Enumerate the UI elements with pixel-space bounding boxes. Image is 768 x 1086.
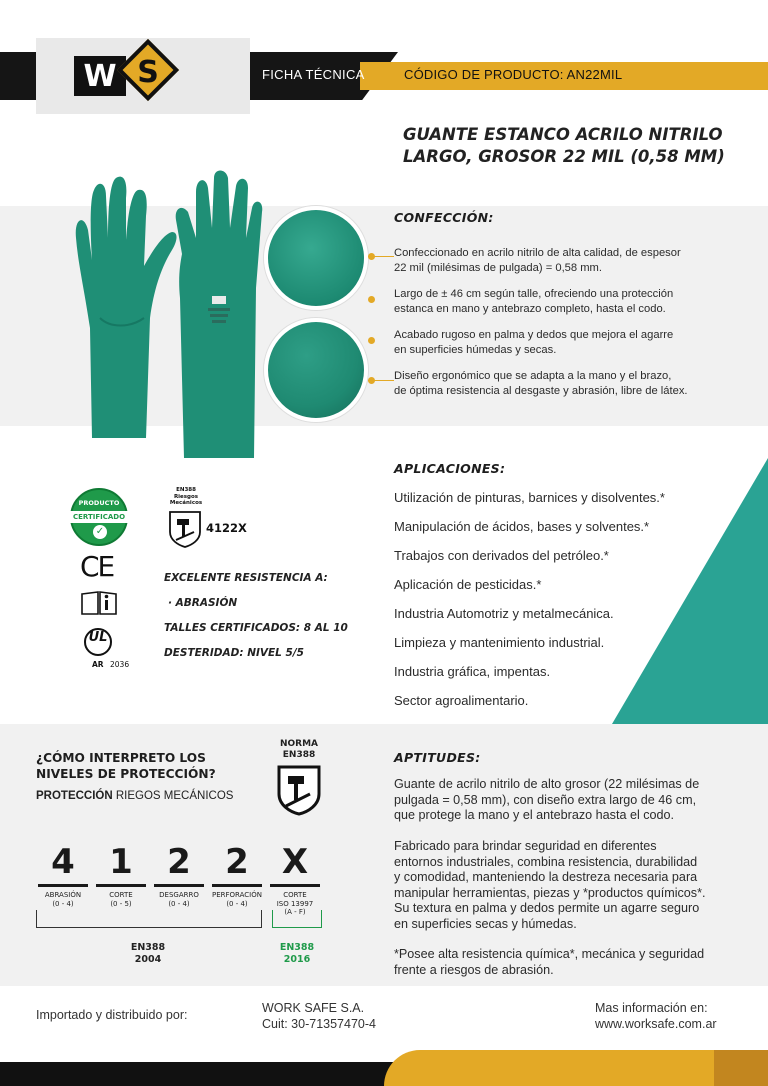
aptitudes-p2-line: manipular herramientas, piezas y *productos químicos*. xyxy=(394,885,706,900)
level-corte-label: CORTE xyxy=(109,891,133,899)
confeccion-heading: CONFECCIÓN: xyxy=(394,210,494,225)
proteccion-label xyxy=(36,790,233,802)
en388-2004-l2: 2004 xyxy=(134,954,162,965)
confeccion-item-4 xyxy=(394,369,754,398)
interpret-question-l2: NIVELES DE PROTECCIÓN? xyxy=(36,767,216,781)
confeccion-item-2 xyxy=(394,287,754,316)
level-abrasion xyxy=(36,842,90,908)
importado-label: Importado y distribuido por: xyxy=(36,1008,188,1022)
aptitudes-paragraph-1 xyxy=(394,777,758,824)
interpret-question xyxy=(36,750,256,782)
confeccion-item-4-line2: de óptima resistencia al desgaste y abrasión, libre de látex. xyxy=(394,384,688,397)
level-desgarro-range: (0 - 4) xyxy=(168,899,190,908)
aptitudes-p2-line: en superficies secas y húmedas. xyxy=(394,916,577,931)
en388-2016-l2: 2016 xyxy=(283,954,311,965)
aplicaciones-heading: APLICACIONES: xyxy=(394,461,506,476)
norma-l1: NORMA xyxy=(279,739,319,749)
level-abrasion-digit: 4 xyxy=(51,842,75,882)
confeccion-item-3-line2: en superficies húmedas y secas. xyxy=(394,343,557,356)
confeccion-item-3-line1: Acabado rugoso en palma y dedos que mejora el agarre xyxy=(394,329,674,341)
producto-certificado-badge xyxy=(70,488,128,546)
en388-2004-l1: EN388 xyxy=(130,942,166,953)
aplicacion-item: Utilización de pinturas, barnices y disolventes.* xyxy=(394,490,665,505)
glove-back-image xyxy=(70,168,180,444)
aptitudes-p2-line: Su textura en palma y dedos permite un agarre seguro xyxy=(394,901,700,916)
product-title xyxy=(403,124,763,168)
confeccion-item-2-line2: estanca en mano y antebrazo completo, hasta el codo. xyxy=(394,302,666,315)
level-underline xyxy=(96,884,146,887)
company-info xyxy=(262,1000,376,1032)
ul-mark xyxy=(84,628,112,656)
badge-main-text: CERTIFICADO xyxy=(66,511,132,523)
aplicacion-item: Sector agroalimentario. xyxy=(394,693,529,708)
aptitudes-paragraph-3 xyxy=(394,947,758,978)
read-manual-icon xyxy=(80,590,118,616)
en388-2016-l1: EN388 xyxy=(279,942,315,953)
level-perforacion-label: PERFORACIÓN xyxy=(212,891,262,899)
bracket-en388-2004 xyxy=(36,910,262,928)
level-corte-iso-range2: (A - F) xyxy=(284,908,306,916)
resistencia-label: EXCELENTE RESISTENCIA A: xyxy=(164,572,328,584)
aplicacion-item: Industria gráfica, impentas. xyxy=(394,664,551,679)
level-abrasion-label: ABRASIÓN xyxy=(44,891,82,899)
product-code: CÓDIGO DE PRODUCTO: AN22MIL xyxy=(404,67,623,82)
en388-small-caption xyxy=(168,487,204,507)
texture-rough-circle xyxy=(264,318,368,422)
talles-label: TALLES CERTIFICADOS: 8 AL 10 xyxy=(164,622,348,634)
aptitudes-p2-line: entornos industriales, combina resistencia, durabilidad xyxy=(394,854,698,869)
mas-info-label: Mas información en: xyxy=(595,1001,708,1015)
level-underline xyxy=(38,884,88,887)
footer-gold-accent xyxy=(714,1050,768,1086)
confeccion-item-1 xyxy=(394,246,754,275)
aplicacion-item: Manipulación de ácidos, bases y solventes.* xyxy=(394,519,650,534)
ce-mark: CE xyxy=(80,550,114,583)
level-abrasion-range: (0 - 4) xyxy=(52,899,74,908)
bullet-3 xyxy=(368,337,375,344)
norma-l2: EN388 xyxy=(282,750,316,760)
aptitudes-p3-line: *Posee alta resistencia química*, mecánica y seguridad xyxy=(394,947,705,961)
badge-top-text: PRODUCTO xyxy=(78,499,120,507)
aptitudes-p1-line: que protege la mano y el antebrazo hasta el codo. xyxy=(394,808,675,823)
aptitudes-heading: APTITUDES: xyxy=(394,750,481,765)
en388-small-l2: Riesgos xyxy=(173,493,199,500)
level-perforacion-digit: 2 xyxy=(225,842,249,882)
logo-s: S xyxy=(137,54,159,90)
interpret-question-l1: ¿CÓMO INTERPRETO LOS xyxy=(36,751,206,765)
bullet-1 xyxy=(368,253,375,260)
product-title-line1: GUANTE ESTANCO ACRILO NITRILO xyxy=(403,125,723,144)
level-underline xyxy=(154,884,204,887)
product-title-line2: LARGO, GROSOR 22 MIL (0,58 MM) xyxy=(403,147,725,166)
proteccion-rest: RIEGOS MECÁNICOS xyxy=(112,790,234,802)
level-corte-iso-label: CORTE xyxy=(283,891,307,899)
confeccion-item-1-line2: 22 mil (milésimas de pulgada) = 0,58 mm. xyxy=(394,261,602,274)
check-icon: ✓ xyxy=(93,525,107,539)
bullet-2 xyxy=(368,296,375,303)
glove-front-image xyxy=(172,168,268,464)
aplicacion-item: Aplicación de pesticidas.* xyxy=(394,577,542,592)
level-desgarro-digit: 2 xyxy=(167,842,191,882)
company-cuit: Cuit: 30-71357470-4 xyxy=(262,1017,376,1031)
ar-number: 2036 xyxy=(110,660,130,669)
logo-w: W xyxy=(74,56,126,96)
en388-2004-label xyxy=(118,942,178,966)
en388-2016-label xyxy=(268,942,326,966)
proteccion-bold: PROTECCIÓN xyxy=(36,790,113,802)
confeccion-item-3 xyxy=(394,328,754,357)
level-corte-iso-digit: X xyxy=(281,842,309,882)
level-corte xyxy=(94,842,148,908)
aptitudes-p1-line: Guante de acrilo nitrilo de alto grosor (22 milésimas de xyxy=(394,777,700,791)
ul-mark-text: UL xyxy=(88,630,108,645)
confeccion-item-2-line1: Largo de ± 46 cm según talle, ofreciendo una protección xyxy=(394,288,674,300)
aptitudes-p1-line: pulgada = 0,58 mm), con diseño extra largo de 46 cm, xyxy=(394,792,697,807)
level-perforacion xyxy=(210,842,264,908)
norma-caption xyxy=(262,739,336,761)
mas-info xyxy=(595,1000,717,1032)
hammer-shield-icon-small xyxy=(168,510,202,548)
hammer-shield-icon-large xyxy=(276,764,322,816)
level-desgarro xyxy=(152,842,206,908)
ficha-tecnica-label: FICHA TÉCNICA xyxy=(262,67,365,82)
bracket-en388-2016 xyxy=(272,910,322,928)
level-underline xyxy=(212,884,262,887)
level-perforacion-range: (0 - 4) xyxy=(226,899,248,908)
en388-small-l3: Mecánicos xyxy=(169,500,203,506)
bullet-4 xyxy=(368,377,375,384)
aplicacion-item: Limpieza y mantenimiento industrial. xyxy=(394,635,605,650)
confeccion-item-4-line1: Diseño ergonómico que se adapta a la mano y el brazo, xyxy=(394,370,672,382)
footer-gold-bar xyxy=(384,1050,768,1086)
texture-smooth-circle xyxy=(264,206,368,310)
aptitudes-p2-line: y comodidad, manteniendo la destreza necesaria para xyxy=(394,870,698,885)
aptitudes-p2-line: Fabricado para brindar seguridad en diferentes xyxy=(394,839,657,853)
level-corte-range: (0 - 5) xyxy=(110,899,132,908)
aplicacion-item: Trabajos con derivados del petróleo.* xyxy=(394,548,609,563)
aptitudes-paragraph-2 xyxy=(394,839,758,933)
level-corte-iso xyxy=(268,842,322,917)
en388-small-l1: EN388 xyxy=(176,487,196,493)
abrasion-label: · ABRASIÓN xyxy=(168,597,238,609)
level-corte-iso-range: ISO 13997 xyxy=(276,899,314,908)
website-link[interactable]: www.worksafe.com.ar xyxy=(595,1017,717,1031)
confeccion-item-1-line1: Confeccionado en acrilo nitrilo de alta calidad, de espesor xyxy=(394,247,681,259)
ar-label: AR xyxy=(92,660,104,669)
level-desgarro-label: DESGARRO xyxy=(159,891,199,899)
en388-code: 4122X xyxy=(206,521,247,535)
aplicacion-item: Industria Automotriz y metalmecánica. xyxy=(394,606,614,621)
level-underline xyxy=(270,884,320,887)
destreza-label: DESTERIDAD: NIVEL 5/5 xyxy=(164,647,304,659)
aptitudes-p3-line: frente a riesgos de abrasión. xyxy=(394,962,554,977)
level-corte-digit: 1 xyxy=(109,842,133,882)
company-name: WORK SAFE S.A. xyxy=(262,1001,365,1015)
footer-black-bar xyxy=(0,1062,400,1086)
